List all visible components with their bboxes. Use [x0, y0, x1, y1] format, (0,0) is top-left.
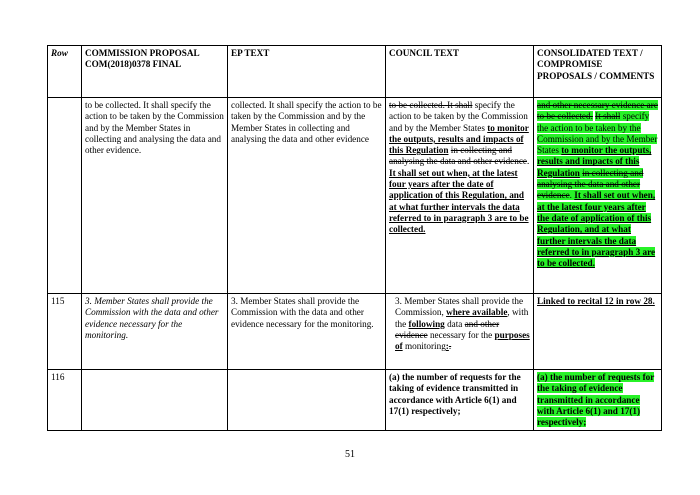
row-number — [48, 98, 82, 294]
table-row — [48, 294, 662, 370]
ep-header: EP TEXT — [228, 46, 386, 98]
commission-cell — [82, 370, 228, 431]
consolidated-cell: and other necessary evidence are to be collected. It shall specify the action to be taken by the Commission and by the Member States to monitor the outputs, results and impacts of this Regulation in collecting and analysing the data and other evidence. It shall set out when, at the latest four years after the date of application of this Regulation, and at what further intervals the data referred to in paragraph 3 are to be collected. — [534, 98, 662, 294]
row-number: 115 — [48, 294, 82, 370]
council-cell: 3. Member States shall provide the Commission, where available, with the following data and other evidence necessary for the purposes of monitoring:. — [386, 294, 534, 370]
consolidated-cell: (a) the number of requests for the taking of evidence transmitted in accordance with Article 6(1) and 17(1) respectively; — [534, 370, 662, 431]
consolidated-cell: Linked to recital 12 in row 28. — [534, 294, 662, 370]
commission-cell: 3. Member States shall provide the Commission with the data and other evidence necessary for the monitoring. — [82, 294, 228, 370]
comparison-table — [47, 45, 662, 431]
table-row — [48, 370, 662, 431]
ep-cell — [228, 370, 386, 431]
row-header: Row — [48, 46, 82, 98]
council-header: COUNCIL TEXT — [386, 46, 534, 98]
consolidated-header: CONSOLIDATED TEXT / COMPROMISE PROPOSALS / COMMENTS — [534, 46, 662, 98]
commission-header: COMMISSION PROPOSAL COM(2018)0378 FINAL — [82, 46, 228, 98]
row-number: 116 — [48, 370, 82, 431]
council-cell: to be collected. It shall specify the action to be taken by the Commission and by the Member States to monitor the outputs, results and impacts of this Regulation in collecting and analysing the data and other evidence. It shall set out when, at the latest four years after the date of application of this Regulation, and at what further intervals the data referred to in paragraph 3 are to be collected. — [386, 98, 534, 294]
page-number: 51 — [345, 449, 355, 460]
table-row — [48, 98, 662, 294]
ep-cell: 3. Member States shall provide the Commission with the data and other evidence necessary for the monitoring. — [228, 294, 386, 370]
commission-cell: to be collected. It shall specify the action to be taken by the Commission and by the Member States in collecting and analysing the data and other evidence. — [82, 98, 228, 294]
ep-cell: collected. It shall specify the action to be taken by the Commission and by the Member States in collecting and analysing the data and other evidence — [228, 98, 386, 294]
header-row — [48, 46, 662, 98]
council-cell: (a) the number of requests for the taking of evidence transmitted in accordance with Article 6(1) and 17(1) respectively; — [386, 370, 534, 431]
